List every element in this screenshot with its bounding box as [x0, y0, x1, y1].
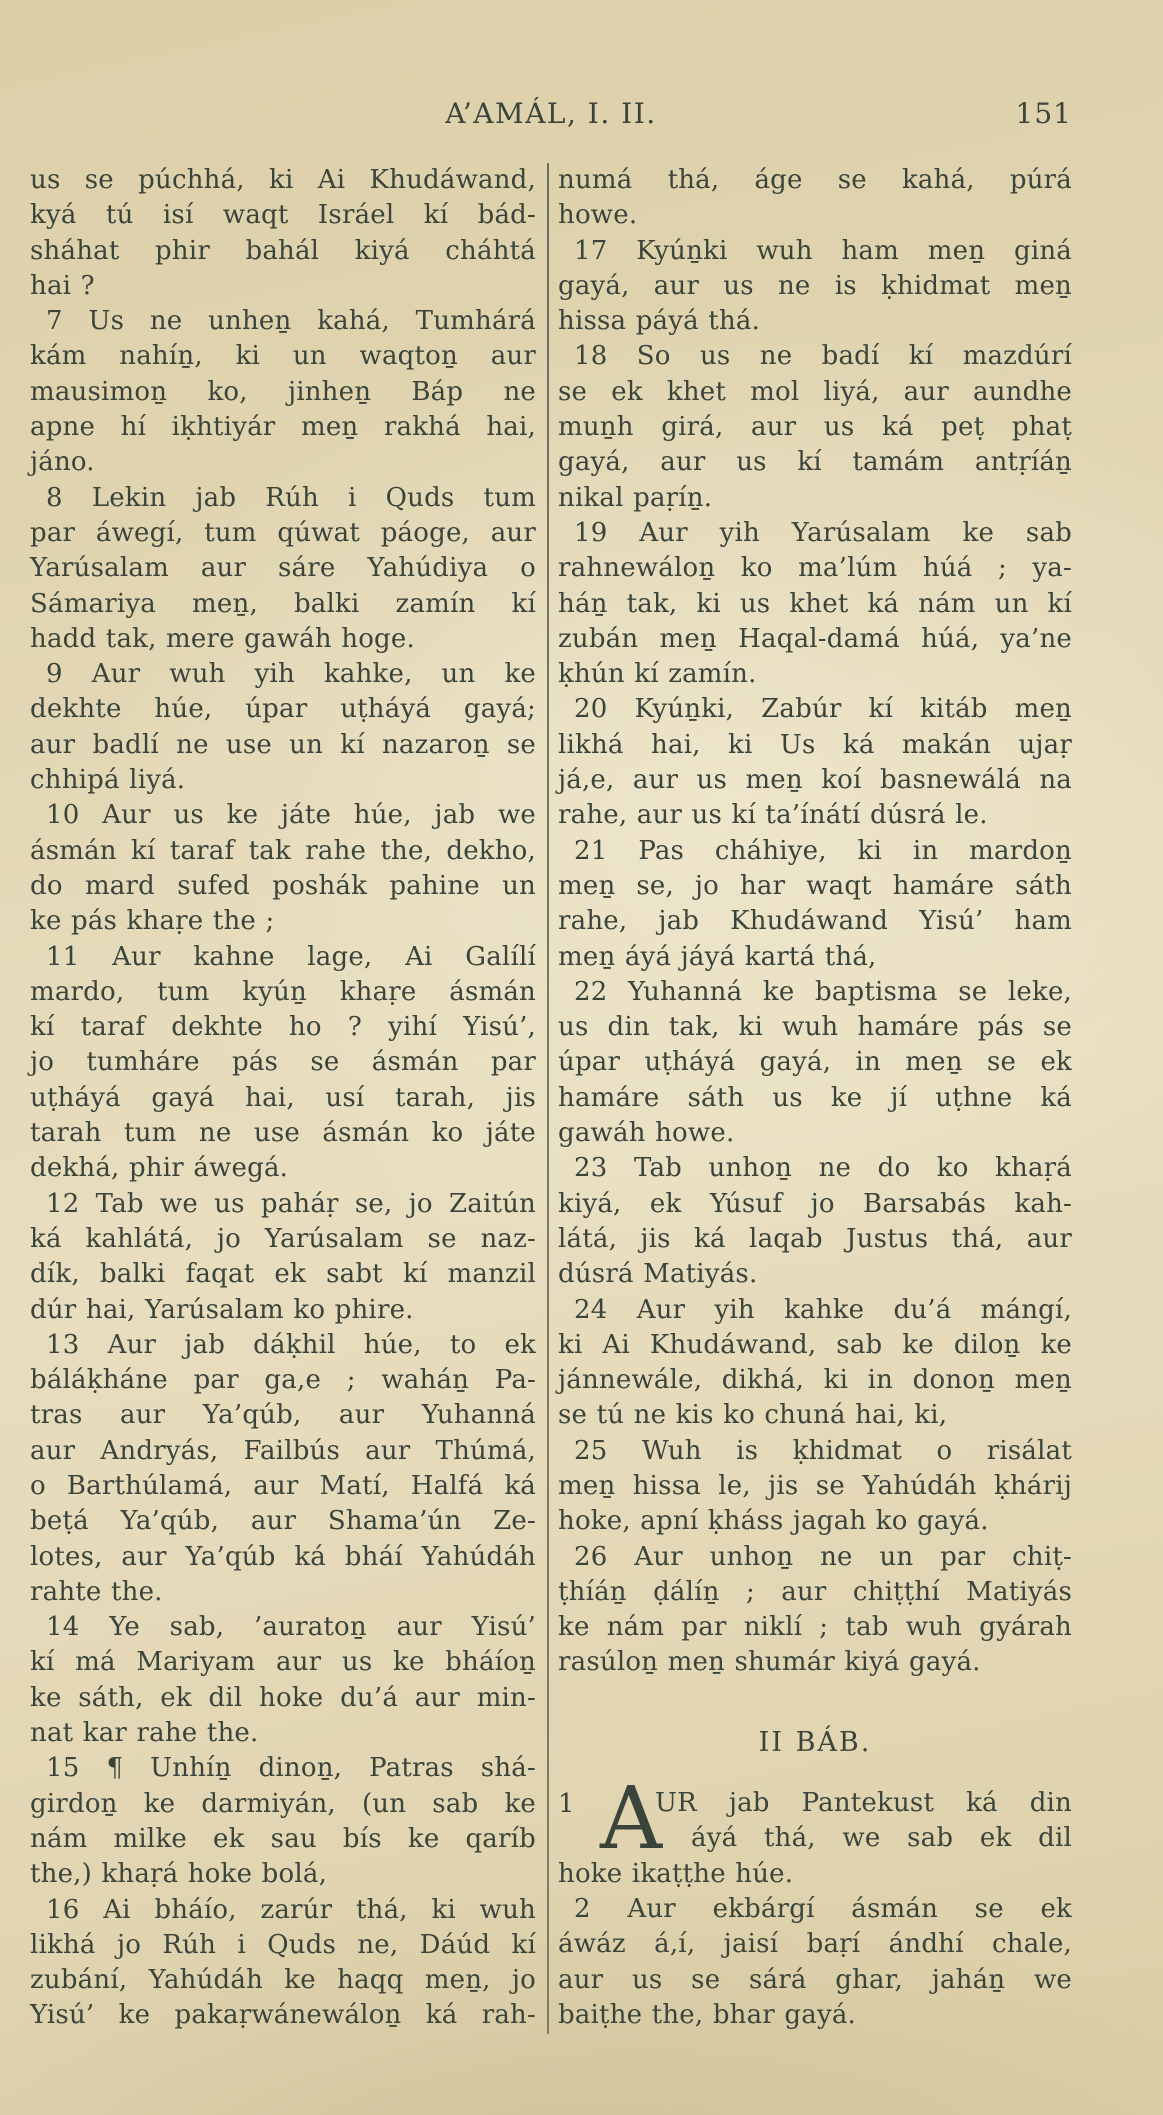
text-line: Yisú’ ke pakaṛwánewáloṉ ká rah-	[30, 2000, 536, 2031]
verse-paragraph	[30, 304, 536, 480]
text-line: 9 Aur wuh yih kahke, un ke	[46, 659, 536, 690]
text-line: nám milke ek sau bís ke qaríb	[30, 1823, 536, 1854]
text-line: sháhat phir bahál kiyá cháhtá	[30, 235, 536, 266]
text-line: kí taraf dekhte ho ? yihí Yisú’,	[30, 1012, 536, 1043]
text-line: 14 Ye sab, ’auratoṉ aur Yisú’	[46, 1612, 536, 1643]
verse-paragraph	[30, 1751, 536, 1892]
text-line: 22 Yuhanná ke baptisma se leke,	[574, 976, 1072, 1007]
text-line: gayá, aur us ne is ḳhidmat meṉ	[558, 270, 1072, 301]
text-line: hai ?	[30, 270, 95, 301]
text-line: ke sáth, ek dil hoke du’á aur min-	[30, 1682, 536, 1713]
text-line: dík, balki faqat ek sabt kí manzil	[30, 1259, 536, 1290]
text-line: 10 Aur us ke játe húe, jab we	[46, 800, 536, 831]
text-line: rahe, aur us kí ta’ínátí dúsrá le.	[558, 800, 988, 831]
text-line: hadd tak, mere gawáh hoge.	[30, 623, 415, 654]
text-line: 21 Pas cháhiye, ki in mardoṉ	[574, 835, 1072, 866]
text-line: látá, jis ká laqab Justus thá, aur	[558, 1223, 1072, 1254]
verse-paragraph	[558, 975, 1072, 1151]
text-line: 8 Lekin jab Rúh i Quds tum	[46, 482, 536, 513]
text-line: já,e, aur us meṉ koí basnewálá na	[558, 765, 1072, 796]
verse-paragraph	[558, 1434, 1072, 1540]
text-column-left	[30, 163, 536, 2034]
text-line: tarah tum ne use ásmán ko játe	[30, 1118, 536, 1149]
text-line: kyá tú isí waqt Isráel kí bád-	[30, 200, 536, 231]
text-line: gayá, aur us kí tamám antṛíáṉ	[558, 447, 1072, 478]
verse-paragraph	[558, 516, 1072, 692]
text-line: dekhá, phir áwegá.	[30, 1153, 289, 1184]
verse-paragraph	[30, 481, 536, 657]
text-line: áyá thá, we sab ek dil	[691, 1823, 1072, 1854]
verse-paragraph	[558, 339, 1072, 515]
text-line: baiṭhe the, bhar gayá.	[558, 1999, 856, 2030]
text-line: 11 Aur kahne lage, Ai Galílí	[46, 941, 536, 972]
verse-paragraph	[558, 692, 1072, 833]
text-line: kí má Mariyam aur us ke bháíoṉ	[30, 1647, 536, 1678]
page-number: 151	[1015, 97, 1072, 130]
verse-paragraph	[558, 1769, 1072, 1892]
verse-number: 1	[558, 1789, 575, 1820]
text-line: hoke ikaṭṭhe húe.	[558, 1858, 794, 1889]
text-line: dúr hai, Yarúsalam ko phire.	[30, 1294, 414, 1325]
text-line: jánnewále, dikhá, ki in donoṉ meṉ	[558, 1365, 1072, 1396]
text-line: o Barthúlamá, aur Matí, Halfá ká	[30, 1470, 536, 1501]
text-line: báláḳháne par ga,e ; waháṉ Pa-	[30, 1365, 536, 1396]
text-line: uṭháyá gayá hai, usí tarah, jis	[30, 1082, 536, 1113]
text-line: 7 Us ne unheṉ kahá, Tumhárá	[46, 306, 536, 337]
text-line: se tú ne kis ko chuná hai, ki,	[558, 1400, 948, 1431]
text-line: 18 So us ne badí kí mazdúrí	[574, 341, 1072, 372]
text-line: zubání, Yahúdáh ke haqq meṉ, jo	[30, 1965, 536, 1996]
text-line: us se púchhá, ki Ai Khudáwand,	[30, 165, 536, 195]
text-line: áwáz á,í, jaisí baṛí ándhí chale,	[558, 1929, 1072, 1960]
text-line: jáno.	[30, 447, 95, 478]
text-line: úpar uṭháyá gayá, in meṉ se ek	[558, 1047, 1072, 1078]
text-line: kiyá, ek Yúsuf jo Barsabás kah-	[558, 1188, 1072, 1219]
text-line: mausimoṉ ko, jinheṉ Báp ne	[30, 376, 536, 407]
text-line: beṭá Ya’qúb, aur Shama’ún Ze-	[30, 1506, 536, 1537]
text-column-right	[558, 163, 1072, 2034]
text-line: rahte the.	[30, 1576, 163, 1607]
verse-paragraph	[30, 163, 536, 304]
text-line: meṉ se, jo har waqt hamáre sáth	[558, 870, 1072, 901]
text-line: meṉ áyá jáyá kartá thá,	[558, 941, 877, 972]
verse-paragraph	[558, 1540, 1072, 1681]
text-line: chhipá liyá.	[30, 765, 186, 796]
text-line: ke pás khaṛe the ;	[30, 906, 275, 937]
text-line: rasúloṉ meṉ shumár kiyá gayá.	[558, 1647, 981, 1678]
text-line: 16 Ai bháío, zarúr thá, ki wuh	[46, 1894, 536, 1925]
text-line: kám nahíṉ, ki un waqtoṉ aur	[30, 341, 536, 372]
text-line: lotes, aur Ya’qúb ká bháí Yahúdáh	[30, 1541, 536, 1572]
verse-paragraph	[30, 940, 536, 1187]
text-line: aur us se sárá ghar, jaháṉ we	[558, 1964, 1072, 1995]
text-line: likhá hai, ki Us ká makán ujaṛ	[558, 729, 1072, 760]
verse-paragraph	[30, 798, 536, 939]
text-line: hamáre sáth us ke jí uṭhne ká	[558, 1082, 1072, 1113]
text-line: 12 Tab we us paháṛ se, jo Zaitún	[46, 1188, 536, 1219]
text-line: nikal paṛíṉ.	[558, 482, 713, 513]
text-line: par áwegí, tum qúwat páoge, aur	[30, 517, 536, 548]
text-line: 17 Kyúṉki wuh ham meṉ giná	[574, 235, 1072, 266]
verse-paragraph	[30, 1187, 536, 1328]
text-line: jo tumháre pás se ásmán par	[30, 1047, 536, 1078]
text-line: dekhte húe, úpar uṭháyá gayá;	[30, 694, 536, 725]
text-line: nat kar rahe the.	[30, 1718, 259, 1749]
text-line: meṉ hissa le, jis se Yahúdáh ḳhárij	[558, 1470, 1072, 1501]
text-line: ká kahlátá, jo Yarúsalam se naz-	[30, 1223, 536, 1254]
verse-paragraph	[30, 657, 536, 798]
verse-paragraph	[558, 834, 1072, 975]
text-line: the,) khaṛá hoke bolá,	[30, 1859, 328, 1890]
text-line: muṉh girá, aur us ká peṭ phaṭ	[558, 412, 1072, 443]
text-line: 24 Aur yih kahke du’á mángí,	[574, 1294, 1072, 1325]
verse-paragraph	[558, 1293, 1072, 1434]
verse-paragraph	[558, 163, 1072, 234]
drop-cap-initial: A	[600, 1769, 663, 1870]
text-line: do mard sufed poshák pahine un	[30, 870, 536, 901]
text-line: se ek khet mol liyá, aur aundhe	[558, 376, 1072, 407]
column-divider-rule	[547, 163, 549, 2034]
text-line: Sámariya meṉ, balki zamín kí	[30, 588, 536, 619]
text-line: 25 Wuh is ḳhidmat o risálat	[574, 1435, 1072, 1466]
text-line: rahe, jab Khudáwand Yisú’ ham	[558, 906, 1072, 937]
text-line: ṭhíáṉ ḍálíṉ ; aur chiṭṭhí Matiyás	[558, 1576, 1072, 1607]
text-line: gawáh howe.	[558, 1118, 735, 1149]
verse-paragraph	[558, 1151, 1072, 1292]
text-line: háṉ tak, ki us khet ká nám un kí	[558, 588, 1072, 619]
text-line: tras aur Ya’qúb, aur Yuhanná	[30, 1400, 536, 1431]
text-line: 2 Aur ekbárgí ásmán se ek	[574, 1893, 1072, 1924]
text-line: ki Ai Khudáwand, sab ke diloṉ ke	[558, 1329, 1072, 1360]
text-line: dúsrá Matiyás.	[558, 1259, 758, 1290]
text-line: UR jab Pantekust ká din	[655, 1788, 1072, 1819]
text-line: Yarúsalam aur sáre Yahúdiya o	[30, 553, 536, 584]
text-line: ásmán kí taraf tak rahe the, dekho,	[30, 835, 536, 866]
chapter-heading: II BÁB.	[758, 1726, 872, 1758]
text-line: 19 Aur yih Yarúsalam ke sab	[574, 517, 1072, 548]
verse-paragraph	[30, 1893, 536, 2034]
text-line: numá thá, áge se kahá, púrá	[558, 165, 1072, 195]
text-line: aur badlí ne use un kí nazaroṉ se	[30, 729, 536, 760]
running-title: A’AMÁL, I. II.	[445, 97, 657, 130]
text-line: zubán meṉ Haqal-damá húá, ya’ne	[558, 623, 1072, 654]
text-line: mardo, tum kyúṉ khaṛe ásmán	[30, 976, 536, 1007]
text-line: hissa páyá thá.	[558, 306, 761, 337]
text-line: likhá jo Rúh i Quds ne, Dáúd kí	[30, 1929, 536, 1960]
text-line: 13 Aur jab dáḳhil húe, to ek	[46, 1329, 536, 1360]
verse-paragraph	[558, 234, 1072, 340]
text-line: us din tak, ki wuh hamáre pás se	[558, 1012, 1072, 1043]
verse-paragraph	[30, 1328, 536, 1610]
verse-paragraph	[30, 1610, 536, 1751]
text-line: apne hí iḳhtiyár meṉ rakhá hai,	[30, 412, 536, 443]
text-line: ḳhún kí zamín.	[558, 659, 757, 690]
text-line: ke nám par niklí ; tab wuh gyárah	[558, 1612, 1072, 1643]
page-header	[0, 96, 1163, 132]
text-line: 23 Tab unhoṉ ne do ko khaṛá	[574, 1153, 1072, 1184]
text-line: howe.	[558, 200, 638, 231]
text-line: aur Andryás, Failbús aur Thúmá,	[30, 1435, 536, 1466]
text-line: 15 ¶ Unhíṉ dinoṉ, Patras shá-	[46, 1753, 536, 1784]
text-line: 26 Aur unhoṉ ne un par chiṭ-	[574, 1541, 1072, 1572]
text-line: girdoṉ ke darmiyán, (un sab ke	[30, 1788, 536, 1819]
verse-paragraph	[558, 1892, 1072, 2033]
text-line: hoke, apní ḳháss jagah ko gayá.	[558, 1506, 989, 1537]
text-line: rahnewáloṉ ko ma’lúm húá ; ya-	[558, 553, 1072, 584]
text-block	[0, 163, 1163, 2034]
text-line: 20 Kyúṉki, Zabúr kí kitáb meṉ	[574, 694, 1072, 725]
